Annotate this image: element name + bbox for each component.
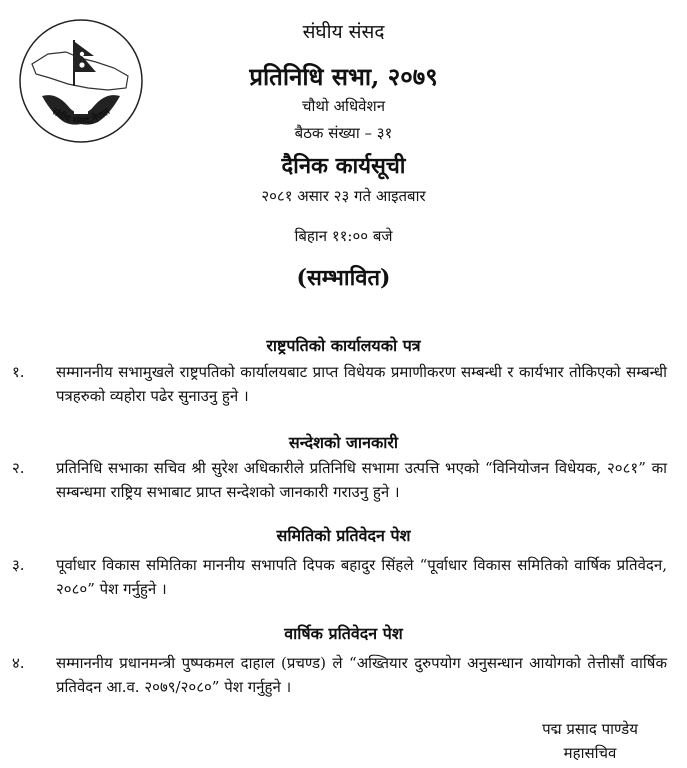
- meeting-number: बैठक संख्या – ३१: [294, 124, 393, 142]
- item-text: सम्माननीय प्रधानमन्त्री पुष्पकमल दाहाल (प्रचण्ड) ले “अख्तियार दुरुपयोग अनुसन्धान आयोगको तेत्तीसौं वार्षिक प्रतिवेदन आ.व. २०७९/२०८०” पेश गर्नुहुने ।: [56, 654, 667, 696]
- item-text: पूर्वाधार विकास समितिका माननीय सभापति दिपक बहादुर सिंहले “पूर्वाधार विकास समितिको वार्षिक प्रतिवेदन, २०८०” पेश गर्नुहुने ।: [56, 556, 667, 598]
- house-name: प्रतिनिधि सभा, २०७९: [249, 62, 438, 91]
- signatory-name: पद्म प्रसाद पाण्डेय: [542, 720, 638, 738]
- section-heading: वार्षिक प्रतिवेदन पेश: [284, 624, 403, 643]
- org-name: संघीय संसद: [302, 21, 385, 43]
- signatory-title: महासचिव: [563, 744, 617, 762]
- section-heading: राष्ट्रपतिको कार्यालयको पत्र: [266, 336, 421, 355]
- page-title: दैनिक कार्यसूची: [281, 153, 406, 179]
- agenda-date: २०८१ असार २३ गते आइतबार: [261, 187, 426, 205]
- session-label: चौथो अधिवेशन: [301, 97, 386, 115]
- section-heading: सन्देशको जानकारी: [288, 433, 399, 452]
- item-number: ४.: [12, 654, 25, 672]
- agenda-status: (सम्भावित): [296, 265, 391, 291]
- item-text: सम्माननीय सभामुखले राष्ट्रपतिको कार्यालयबाट प्राप्त विधेयक प्रमाणीकरण सम्बन्धी र कार्यभार तोकिएको सम्बन्धी पत्रहरुको व्यहोरा पढेर सुनाउनु हुने ।: [56, 363, 667, 405]
- item-number: २.: [12, 459, 25, 477]
- item-number: १.: [12, 363, 25, 381]
- item-number: ३.: [12, 556, 25, 574]
- section-heading: समितिको प्रतिवेदन पेश: [276, 526, 411, 545]
- emblem-caption: संघीय संसद,नेपाल: [49, 106, 113, 128]
- agenda-time: बिहान ११:०० बजे: [294, 227, 393, 245]
- item-text: प्रतिनिधि सभाका सचिव श्री सुरेश अधिकारीले प्रतिनिधि सभामा उत्पत्ति भएको “विनियोजन विधेयक, २०८१” का सम्बन्धमा राष्ट्रिय सभाबाट प्राप्त सन्देशको जानकारी गराउनु हुने ।: [56, 459, 667, 501]
